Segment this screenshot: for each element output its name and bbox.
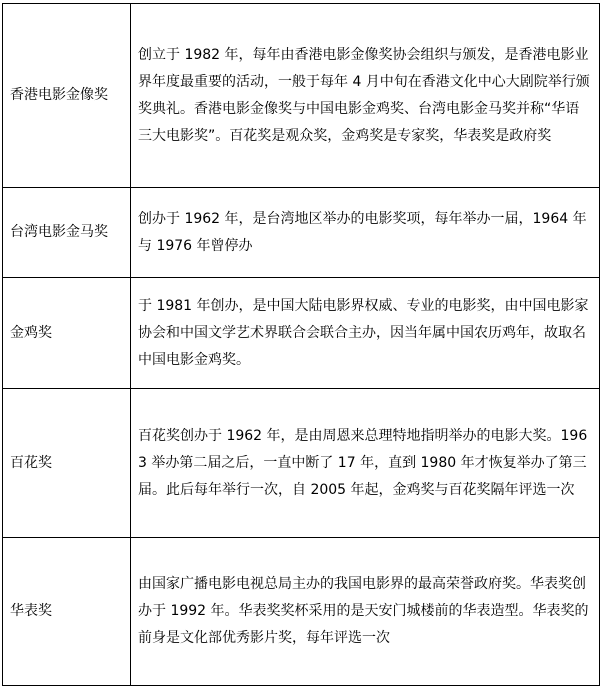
award-description-cell: 由国家广播电影电视总局主办的我国电影界的最高荣誉政府奖。华表奖创办于 1992 年。华表奖奖杯采用的是天安门城楼前的华表造型。华表奖的前身是文化部优秀影片奖，每年评选一次 [131,538,600,686]
table-row [3,278,600,389]
award-name-cell: 华表奖 [3,538,131,686]
award-name-cell: 百花奖 [3,389,131,538]
award-description-cell: 创立于 1982 年，每年由香港电影金像奖协会组织与颁发，是香港电影业界年度最重要的活动，一般于每年 4 月中旬在香港文化中心大剧院举行颁奖典礼。香港电影金像奖与中国电影金鸡奖、台湾电影金马奖并称“华语三大电影奖”。百花奖是观众奖，金鸡奖是专家奖，华表奖是政府奖 [131,4,600,188]
award-description-cell: 创办于 1962 年，是台湾地区举办的电影奖项，每年举办一届，1964 年与 1976 年曾停办 [131,188,600,278]
award-description-cell: 于 1981 年创办，是中国大陆电影界权威、专业的电影奖，由中国电影家协会和中国文学艺术界联合会联合主办，因当年属中国农历鸡年，故取名中国电影金鸡奖。 [131,278,600,389]
award-description-cell: 百花奖创办于 1962 年，是由周恩来总理特地指明举办的电影大奖。1963 举办第二届之后，一直中断了 17 年，直到 1980 年才恢复举办了第三届。此后每年举行一次，自 2005 年起，金鸡奖与百花奖隔年评选一次 [131,389,600,538]
award-name-cell: 台湾电影金马奖 [3,188,131,278]
award-name-cell: 金鸡奖 [3,278,131,389]
table-row [3,538,600,686]
table-row [3,389,600,538]
film-awards-table [2,3,600,686]
table-row [3,4,600,188]
award-name-cell: 香港电影金像奖 [3,4,131,188]
table-row [3,188,600,278]
